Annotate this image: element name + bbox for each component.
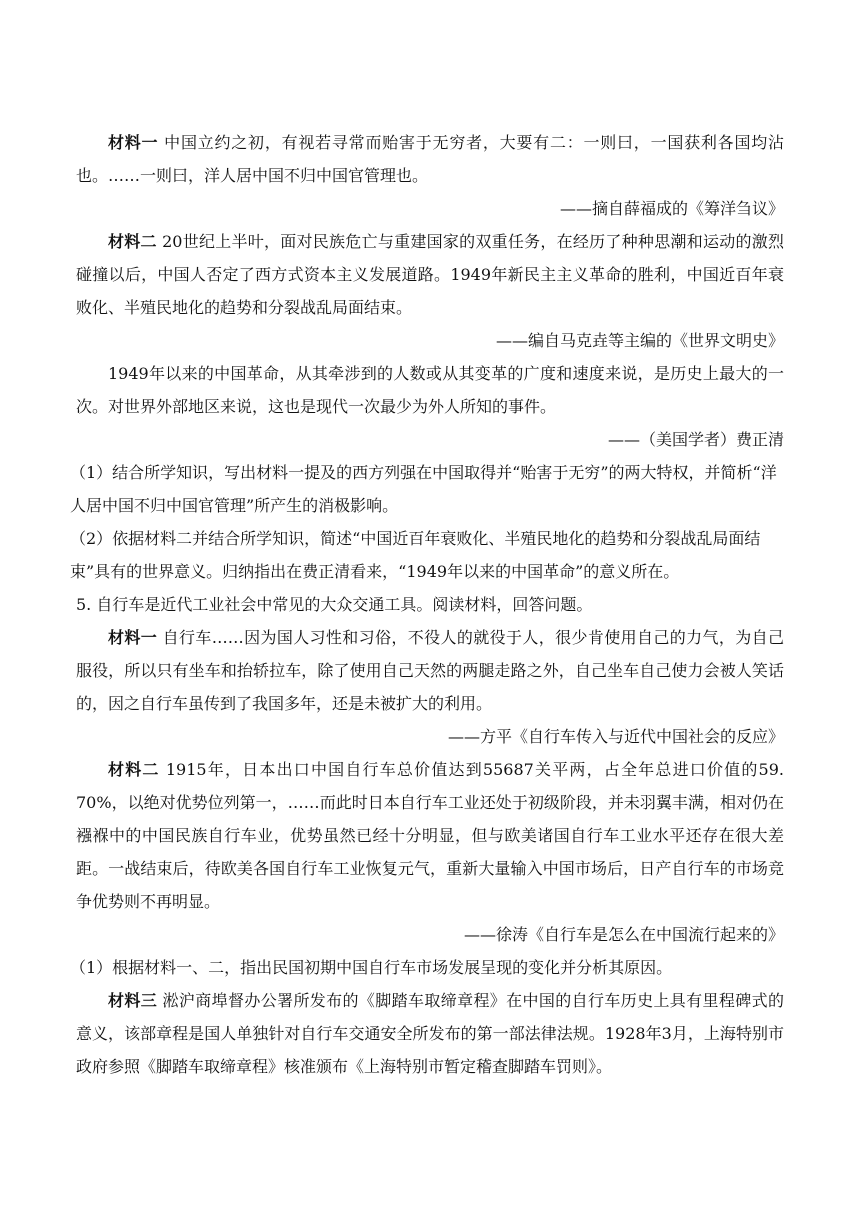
bike-material-two-paragraph: [76, 753, 784, 918]
question-5-1: （1）根据材料一、二，指出民国初期中国自行车市场发展呈现的变化并分析其原因。: [70, 958, 673, 977]
question-1: （1）结合所学知识，写出材料一提及的西方列强在中国取得并“贻害于无穷”的两大特权，并简析“洋人居中国不归中国官管理”所产生的消极影响。: [70, 463, 777, 515]
bike-material-two-label: 材料二: [108, 760, 160, 779]
bike-material-one-source: ——方平《自行车传入与近代中国社会的反应》: [447, 727, 784, 746]
bike-material-two-text: 1915年，日本出口中国自行车总价值达到55687关平两，占全年总进口价值的59. 70%，以绝对优势位列第一，……而此时日本自行车工业还处于初级阶段，并未羽翼丰满，相对仍在襁褓中的中国民族自行车业，优势虽然已经十分明显，但与欧美诸国自行车工业水平还存在很大差距。一战结束后，待欧美各国自行车工业恢复元气，重新大量输入中国市场后，日产自行车的市场竞争优势则不再明显。: [76, 760, 784, 911]
question-5: 5. 自行车是近代工业社会中常见的大众交通工具。阅读材料，回答问题。: [76, 595, 593, 614]
material-one-text: 中国立约之初，有视若寻常而贻害于无穷者，大要有二：一则曰，一国获利各国均沾也。……一则曰，洋人居中国不归中国官管理也。: [76, 133, 784, 185]
document-content: [70, 126, 784, 1083]
bike-material-one-text: 自行车……因为国人习性和习俗，不役人的就役于人，很少肯使用自己的力气，为自己服役，所以只有坐车和抬轿拉车，除了使用自己天然的两腿走路之外，自己坐车自己使力会被人笑话的，因之自行车虽传到了我国多年，还是未被扩大的利用。: [76, 628, 784, 713]
material-two-b-source: ——（美国学者）费正清: [607, 430, 784, 449]
material-two-b-paragraph: 1949年以来的中国革命，从其牵涉到的人数或从其变革的广度和速度来说，是历史上最大的一次。对世界外部地区来说，这也是现代一次最少为外人所知的事件。: [76, 364, 784, 416]
material-one-paragraph: [76, 126, 784, 192]
question-2: （2）依据材料二并结合所学知识，简述“中国近百年衰败化、半殖民地化的趋势和分裂战乱局面结束”具有的世界意义。归纳指出在费正清看来，“1949年以来的中国革命”的意义所在。: [70, 529, 761, 581]
material-two-text: 20世纪上半叶，面对民族危亡与重建国家的双重任务，在经历了种种思潮和运动的激烈碰撞以后，中国人否定了西方式资本主义发展道路。1949年新民主主义革命的胜利，中国近百年衰败化、半殖民地化的趋势和分裂战乱局面结束。: [76, 232, 784, 317]
material-one-source: ——摘自薛福成的《筹洋刍议》: [559, 199, 784, 218]
material-two-label: 材料二: [108, 232, 157, 251]
bike-material-three-label: 材料三: [108, 991, 158, 1010]
material-one-label: 材料一: [108, 133, 159, 152]
bike-material-one-paragraph: [76, 621, 784, 720]
bike-material-one-label: 材料一: [108, 628, 158, 647]
bike-material-three-paragraph: [76, 984, 784, 1083]
bike-material-two-source: ——徐涛《自行车是怎么在中国流行起来的》: [463, 925, 784, 944]
bike-material-three-text: 淞沪商埠督办公署所发布的《脚踏车取缔章程》在中国的自行车历史上具有里程碑式的意义，该部章程是国人单独针对自行车交通安全所发布的第一部法律法规。1928年3月，上海特别市政府参照《脚踏车取缔章程》核准颁布《上海特别市暂定稽查脚踏车罚则》。: [76, 991, 784, 1076]
material-two-source: ——编自马克垚等主编的《世界文明史》: [495, 331, 784, 350]
material-two-paragraph: [76, 225, 784, 324]
